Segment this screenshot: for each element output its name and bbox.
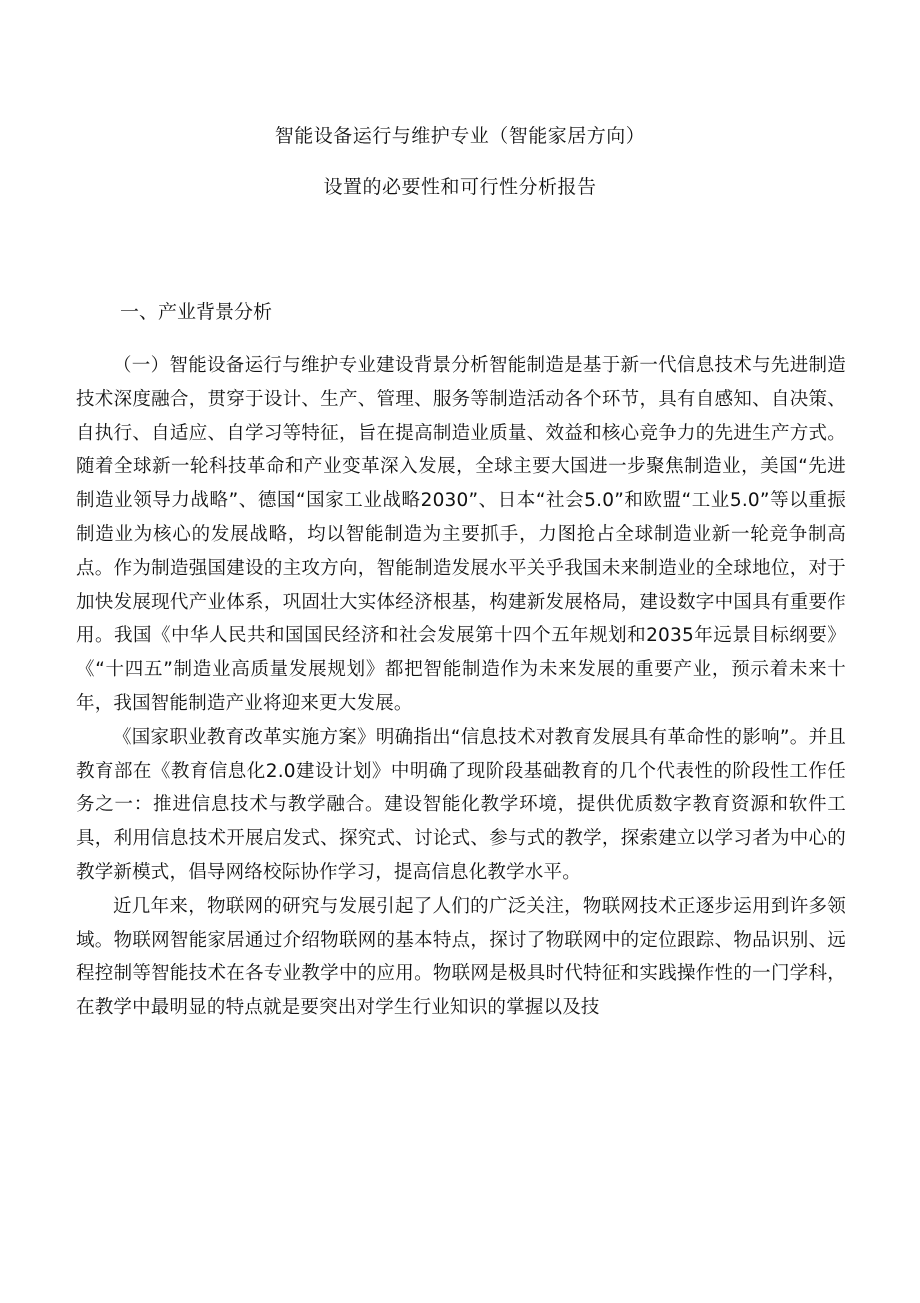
section-heading: 一、产业背景分析 (120, 301, 273, 323)
document-title-line-1: 智能设备运行与维护专业（智能家居方向） (274, 125, 646, 147)
document-title-line-2: 设置的必要性和可行性分析报告 (323, 176, 597, 198)
document-body (76, 349, 846, 1025)
paragraph-2: 《国家职业教育改革实施方案》明确指出“信息技术对教育发展具有革命性的影响”。并且教育部在《教育信息化2.0建设计划》中明确了现阶段基础教育的几个代表性的阶段性工作任务之一：推进信息技术与教学融合。建设智能化教学环境，提供优质数字教育资源和软件工具，利用信息技术开展启发式、探究式、讨论式、参与式的教学，探索建立以学习者为中心的教学新模式，倡导网络校际协作学习，提高信息化教学水平。 (76, 726, 846, 883)
paragraph-3: 近几年来，物联网的研究与发展引起了人们的广泛关注，物联网技术正逐步运用到许多领域。物联网智能家居通过介绍物联网的基本特点，探讨了物联网中的定位跟踪、物品识别、远程控制等智能技术在各专业教学中的应用。物联网是极具时代特征和实践操作性的一门学科，在教学中最明显的特点就是要突出对学生行业知识的掌握以及技 (76, 895, 846, 1019)
paragraph-1: （一）智能设备运行与维护专业建设背景分析智能制造是基于新一代信息技术与先进制造技术深度融合，贯穿于设计、生产、管理、服务等制造活动各个环节，具有自感知、自决策、自执行、自适应、自学习等特征，旨在提高制造业质量、效益和核心竞争力的先进生产方式。随着全球新一轮科技革命和产业变革深入发展，全球主要大国进一步聚焦制造业，美国“先进制造业领导力战略”、德国“国家工业战略2030”、日本“社会5.0”和欧盟“工业5.0”等以重振制造业为核心的发展战略，均以智能制造为主要抓手，力图抢占全球制造业新一轮竞争制高点。作为制造强国建设的主攻方向，智能制造发展水平关乎我国未来制造业的全球地位，对于加快发展现代产业体系，巩固壮大实体经济根基，构建新发展格局，建设数字中国具有重要作用。我国《中华人民共和国国民经济和社会发展第十四个五年规划和2035年远景目标纲要》《“十四五”制造业高质量发展规划》都把智能制造作为未来发展的重要产业，预示着未来十年，我国智能制造产业将迎来更大发展。 (76, 355, 846, 714)
